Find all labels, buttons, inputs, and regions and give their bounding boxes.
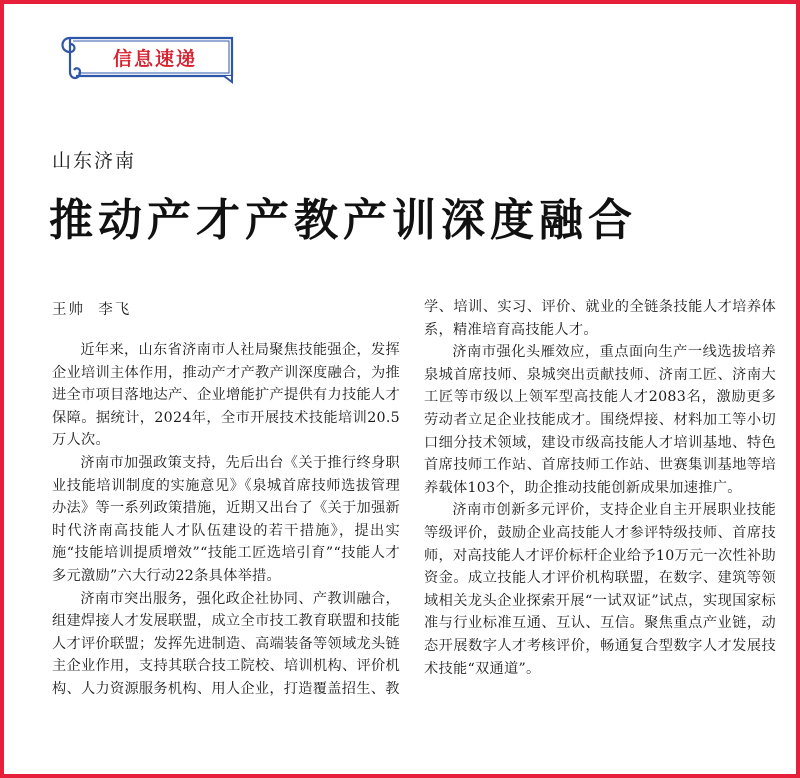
section-banner-label: 信息速递 — [112, 48, 197, 70]
paragraph: 济南市强化头雁效应，重点面向生产一线选拔培养泉城首席技师、泉城突出贡献技师、济南工匠、济南大工匠等市级以上领军型高技能人才2083名，激励更多劳动者立足企业技能成才。围绕焊接、材料加工等小切口细分技术领域，建设市级高技能人才培训基地、特色首席技师工作站、首席技师工作站、世赛集训基地等培养载体103个，助企推动技能创新成果加速推广。 — [424, 344, 776, 496]
paragraph: 济南市加强政策支持，先后出台《关于推行终身职业技能培训制度的实施意见》《泉城首席技师选拔管理办法》等一系列政策措施，近期又出台了《关于加强新时代济南高技能人才队伍建设的若干措施》，提出实施“技能培训提质增效”“技能工匠选培引育”“技能人才多元激励”六大行动22条具体举措。 — [52, 454, 400, 584]
right-column — [424, 296, 776, 680]
paragraph: 济南市突出服务，强化政企社协同、产教训融合，组建焊接人才发展联盟，成立全市技工教育联盟和技能人才评价联盟；发挥先进制造、高端装备等领域龙头链主企业作用，支持其联合技工院校、培训机构、评价机构、人力资源服务机构、用人企业，打造覆盖招生、教 — [52, 590, 400, 697]
paragraph: 近年来，山东省济南市人社局聚焦技能强企，发挥企业培训主体作用，推动产才产教产训深度融合，为推进全市项目落地达产、企业增能扩产提供有力技能人才保障。据统计，2024年，全市开展技术技能培训20.5万人次。 — [52, 342, 400, 449]
left-column — [52, 339, 400, 701]
section-banner — [56, 32, 239, 86]
article-headline: 推动产才产教产训深度融合 — [49, 195, 637, 246]
paragraph-continued: 学、培训、实习、评价、就业的全链条技能人才培养体系，精准培育高技能人才。 — [424, 299, 776, 338]
article-kicker: 山东济南 — [52, 150, 137, 172]
article-byline: 王帅 李飞 — [52, 302, 132, 318]
paragraph: 济南市创新多元评价，支持企业自主开展职业技能等级评价，鼓励企业高技能人才参评特级技师、首席技师，对高技能人才评价标杆企业给予10万元一次性补助资金。成立技能人才评价机构联盟，在数字、建筑等领域相关龙头企业探索开展“一试双证”试点，实现国家标准与行业标准互通、互认、互信。聚焦重点产业链，动态开展数字人才考核评价，畅通复合型数字人才发展技术技能“双通道”。 — [424, 502, 776, 677]
